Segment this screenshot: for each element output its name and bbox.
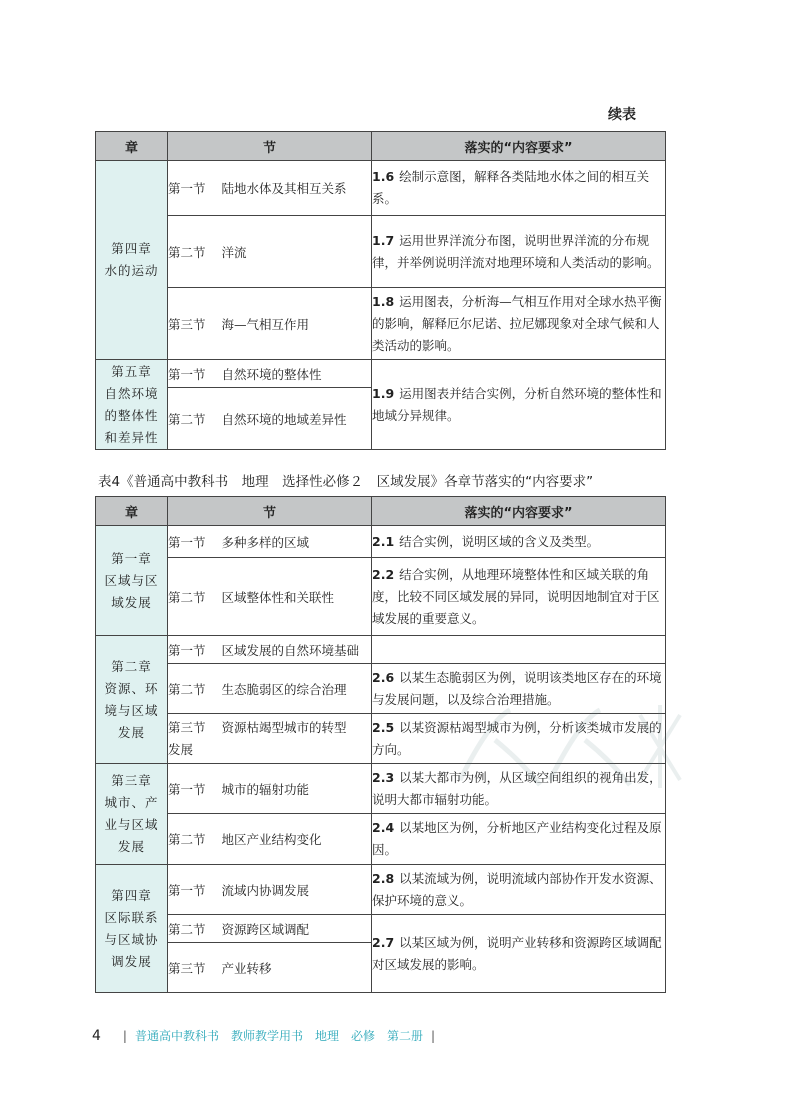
section-number: 第三节 <box>168 960 206 976</box>
section-cell <box>168 526 372 558</box>
section-number: 第一节 <box>168 181 206 196</box>
table-row <box>96 526 666 558</box>
section-title-cont: 发展 <box>168 741 194 757</box>
chapter-line: 第一章 <box>111 550 152 566</box>
table-row <box>96 360 666 388</box>
header-requirement: 落实的“内容要求” <box>372 132 666 161</box>
requirement-number: 2.4 <box>372 820 395 835</box>
table-header-row <box>96 497 666 526</box>
requirement-number: 1.7 <box>372 232 395 248</box>
section-title: 自然环境的整体性 <box>221 366 322 382</box>
footer-separator: | <box>430 1029 436 1043</box>
section-number: 第一节 <box>168 781 206 797</box>
chapter-line: 发展 <box>117 839 145 854</box>
requirement-text: 以某区域为例，说明产业转移和资源跨区域调配对区域发展的影响。 <box>372 934 662 972</box>
section-cell <box>168 216 372 288</box>
requirement-number: 2.1 <box>372 533 395 549</box>
table-row <box>96 865 666 915</box>
requirement-number: 1.9 <box>372 385 395 401</box>
requirement-cell <box>372 558 666 636</box>
chapter-cell <box>96 636 168 764</box>
requirement-cell <box>372 526 666 558</box>
section-title: 生态脆弱区的综合治理 <box>221 681 347 697</box>
table-row <box>96 216 666 288</box>
chapter-line: 自然环境 <box>104 385 159 401</box>
table-row <box>96 558 666 636</box>
chapter-line: 业与区域 <box>104 817 159 832</box>
section-title: 多种多样的区域 <box>221 534 310 550</box>
requirement-number: 2.3 <box>372 769 395 785</box>
table-row <box>96 288 666 360</box>
chapter-line: 的整体性 <box>104 407 159 423</box>
section-number: 第三节 <box>168 719 206 735</box>
requirement-text: 以某大都市为例，从区域空间组织的视角出发，说明大都市辐射功能。 <box>372 769 662 807</box>
section-cell <box>168 764 372 814</box>
section-number: 第二节 <box>168 411 206 427</box>
section-cell <box>168 865 372 915</box>
chapter-line: 区际联系 <box>104 909 159 925</box>
requirement-number: 2.2 <box>372 566 395 582</box>
page-footer <box>92 1027 443 1044</box>
section-title: 地区产业结构变化 <box>221 832 322 847</box>
chapter-cell <box>96 865 168 993</box>
section-cell <box>168 714 372 764</box>
section-title: 流域内协调发展 <box>221 882 310 898</box>
chapter-line: 水的运动 <box>104 263 159 278</box>
table-row <box>96 915 666 943</box>
section-title: 陆地水体及其相互关系 <box>221 181 347 196</box>
section-number: 第二节 <box>168 681 206 697</box>
continued-label: 续表 <box>608 107 636 123</box>
section-title: 区域整体性和关联性 <box>221 589 335 605</box>
section-number: 第一节 <box>168 366 206 382</box>
table-continued <box>95 131 666 450</box>
requirement-text: 运用图表并结合实例，分析自然环境的整体性和地域分异规律。 <box>372 385 662 423</box>
requirement-text: 以某地区为例，分析地区产业结构变化过程及原因。 <box>372 820 662 857</box>
table-row <box>96 636 666 664</box>
chapter-line: 区域与区 <box>104 572 159 588</box>
section-title: 海—气相互作用 <box>221 316 310 332</box>
section-title: 区域发展的自然环境基础 <box>221 642 360 658</box>
section-title: 洋流 <box>221 244 247 260</box>
chapter-cell <box>96 161 168 360</box>
section-number: 第三节 <box>168 316 206 332</box>
table-header-row <box>96 132 666 161</box>
chapter-cell <box>96 764 168 865</box>
chapter-cell <box>96 360 168 450</box>
requirement-cell <box>372 865 666 915</box>
section-cell <box>168 288 372 360</box>
section-title: 资源枯竭型城市的转型 <box>221 719 347 735</box>
requirement-text: 以某流域为例，说明流域内部协作开发水资源、保护环境的意义。 <box>372 870 662 908</box>
chapter-cell <box>96 526 168 636</box>
requirement-cell <box>372 288 666 360</box>
page-number: 4 <box>92 1028 101 1044</box>
section-number: 第一节 <box>168 534 206 550</box>
section-number: 第一节 <box>168 642 206 658</box>
requirement-text: 以某生态脆弱区为例，说明该类地区存在的环境与发展问题，以及综合治理措施。 <box>372 669 662 707</box>
chapter-line: 境与区域 <box>104 702 159 718</box>
chapter-line: 域发展 <box>111 594 152 610</box>
requirement-number: 2.6 <box>372 669 395 685</box>
publisher-watermark <box>440 700 690 790</box>
requirement-text: 结合实例，从地理环境整体性和区域关联的角度，比较不同区域发展的异同，说明因地制宜对于区域发展的重要意义。 <box>372 566 660 626</box>
requirement-text: 结合实例，说明区域的含义及类型。 <box>399 533 600 549</box>
section-title: 城市的辐射功能 <box>221 781 310 797</box>
chapter-line: 与区域协 <box>104 931 159 947</box>
chapter-line: 第四章 <box>111 887 152 903</box>
requirement-number: 2.5 <box>372 719 395 735</box>
requirement-cell <box>372 360 666 450</box>
requirement-text: 运用世界洋流分布图，说明世界洋流的分布规律，并举例说明洋流对地理环境和人类活动的影响。 <box>372 232 660 270</box>
requirement-text: 以某资源枯竭型城市为例，分析该类城市发展的方向。 <box>372 719 662 757</box>
section-cell <box>168 915 372 943</box>
section-cell <box>168 558 372 636</box>
requirement-number: 1.6 <box>372 169 395 184</box>
section-number: 第二节 <box>168 832 206 847</box>
chapter-line: 调发展 <box>111 953 152 969</box>
section-cell <box>168 943 372 993</box>
table-caption: 表4《普通高中教科书 地理 选择性必修２ 区域发展》各章节落实的“内容要求” <box>98 474 594 490</box>
chapter-line: 第二章 <box>111 658 152 674</box>
header-section: 节 <box>168 497 372 526</box>
section-number: 第一节 <box>168 882 206 898</box>
chapter-line: 资源、环 <box>104 680 159 696</box>
chapter-line: 和差异性 <box>104 429 159 445</box>
requirement-number: 1.8 <box>372 293 395 309</box>
requirement-cell <box>372 161 666 216</box>
section-number: 第二节 <box>168 589 206 605</box>
section-cell <box>168 161 372 216</box>
chapter-line: 发展 <box>117 724 145 740</box>
requirement-number: 2.7 <box>372 934 395 950</box>
header-chapter: 章 <box>96 132 168 161</box>
section-number: 第二节 <box>168 244 206 260</box>
header-section: 节 <box>168 132 372 161</box>
requirement-cell <box>372 915 666 993</box>
table-row <box>96 161 666 216</box>
chapter-line: 第四章 <box>111 241 152 256</box>
chapter-line: 第三章 <box>111 773 152 788</box>
header-requirement: 落实的“内容要求” <box>372 497 666 526</box>
section-title: 资源跨区域调配 <box>221 921 310 937</box>
section-title: 产业转移 <box>221 960 272 976</box>
requirement-text: 绘制示意图，解释各类陆地水体之间的相互关系。 <box>372 169 650 206</box>
requirement-cell <box>372 814 666 865</box>
section-cell <box>168 664 372 714</box>
section-title: 自然环境的地域差异性 <box>221 411 347 427</box>
section-number: 第二节 <box>168 921 206 937</box>
section-cell <box>168 636 372 664</box>
requirement-cell <box>372 216 666 288</box>
requirement-cell <box>372 636 666 664</box>
header-chapter: 章 <box>96 497 168 526</box>
chapter-line: 第五章 <box>111 363 152 379</box>
chapter-line: 城市、产 <box>104 795 159 810</box>
section-cell <box>168 814 372 865</box>
footer-text: 普通高中教科书 教师教学用书 地理 必修 第二册 <box>134 1029 423 1043</box>
section-cell <box>168 388 372 450</box>
table-row <box>96 814 666 865</box>
section-cell <box>168 360 372 388</box>
requirement-number: 2.8 <box>372 870 395 886</box>
requirement-text: 运用图表，分析海—气相互作用对全球水热平衡的影响，解释厄尔尼诺、拉尼娜现象对全球气候和人类活动的影响。 <box>372 293 662 353</box>
footer-separator: | <box>122 1029 127 1043</box>
